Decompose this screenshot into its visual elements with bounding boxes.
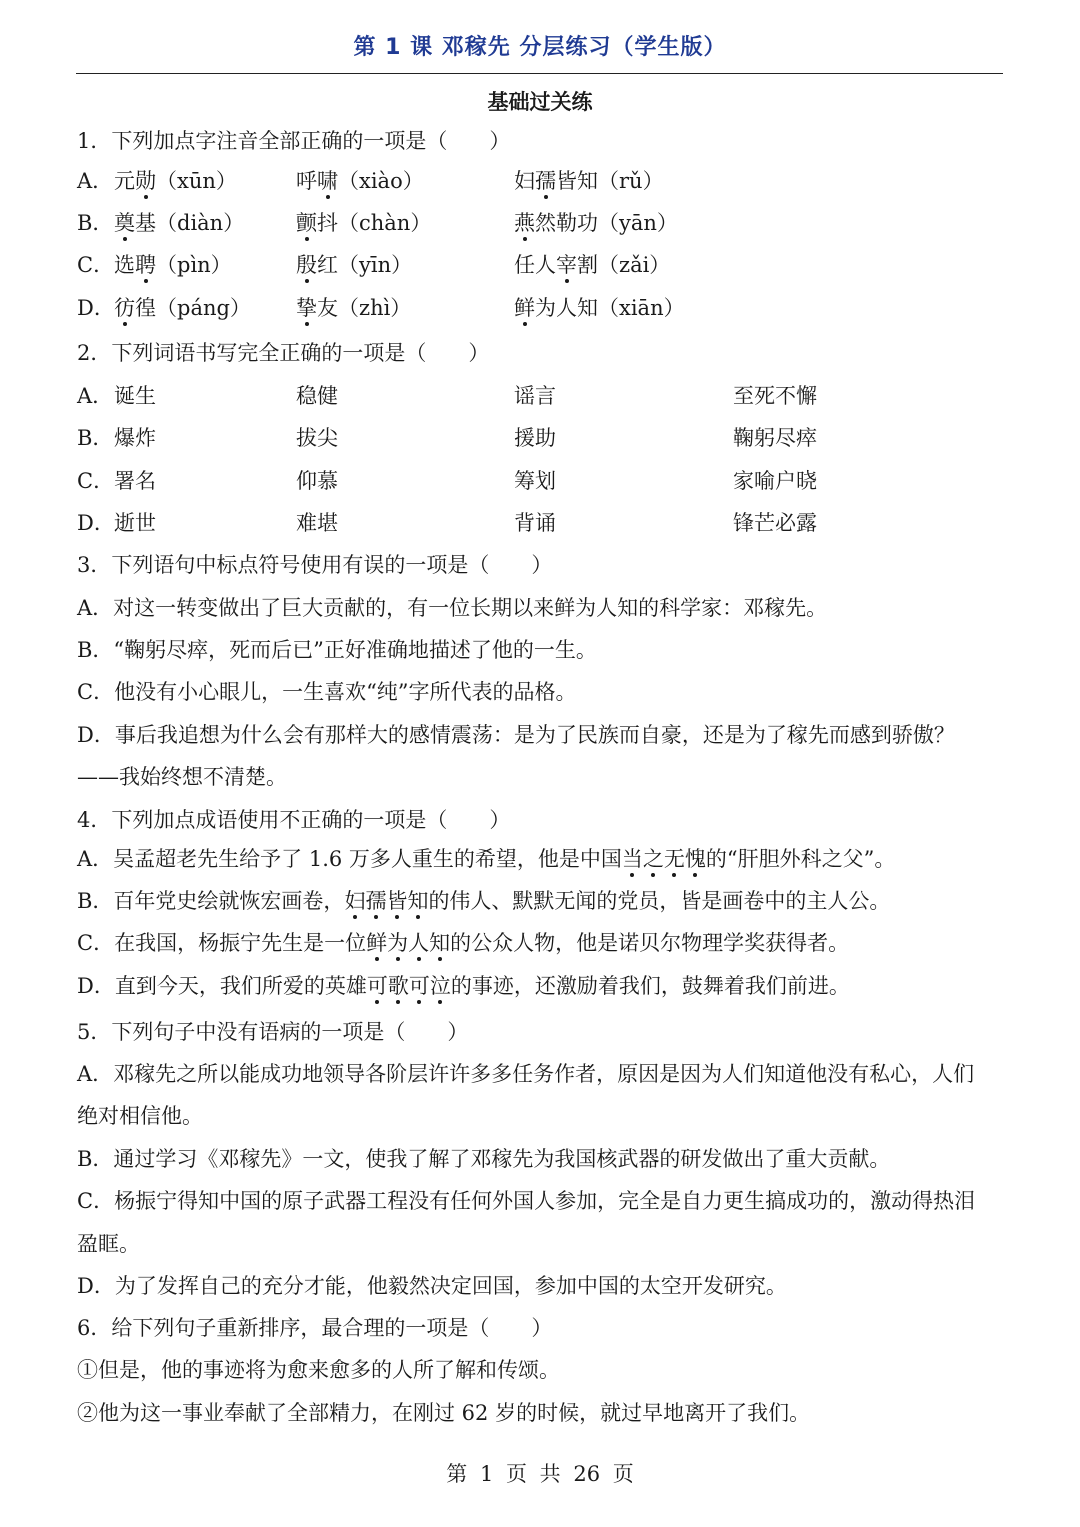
word-item: 鞠躬尽瘁 <box>733 426 817 450</box>
page-number: 第 1 页 共 26 页 <box>446 1462 634 1486</box>
word-item: 援助 <box>514 426 556 450</box>
emphasis-char: 人 <box>408 928 429 958</box>
option-item: 燕然勒功（yān） <box>514 208 678 238</box>
option-item: 彷徨（páng） <box>114 293 251 323</box>
word-item: 署名 <box>114 469 156 493</box>
q5-option-d: D．为了发挥自己的充分才能，他毅然决定回国，参加中国的太空开发研究。 <box>77 1274 787 1298</box>
option-label: B． <box>77 426 114 450</box>
emphasis-char: 奠 <box>114 208 135 238</box>
question-1-stem: 1．下列加点字注音全部正确的一项是（ ） <box>77 129 511 153</box>
emphasis-char: 无 <box>664 844 685 874</box>
q1-option-a <box>77 166 1003 196</box>
q4-option-d: D．直到今天，我们所爱的英雄可歌可泣的事迹，还激励着我们，鼓舞着我们前进。 <box>77 971 850 1001</box>
q5-option-c-continued: 盈眶。 <box>77 1232 140 1256</box>
q5-option-c: C．杨振宁得知中国的原子武器工程没有任何外国人参加，完全是自力更生搞成功的，激动得热泪 <box>77 1189 976 1213</box>
emphasis-char: 知 <box>429 928 450 958</box>
q6-sentence-1: ①但是，他的事迹将为愈来愈多的人所了解和传颂。 <box>77 1358 560 1382</box>
q3-option-b: B．“鞠躬尽瘁，死而后已”正好准确地描述了他的一生。 <box>77 638 597 662</box>
emphasis-char: 孺 <box>535 166 556 196</box>
q5-option-a: A．邓稼先之所以能成功地领导各阶层许许多多任务作者，原因是因为人们知道他没有私心，人们 <box>77 1062 975 1086</box>
q2-option-d <box>77 508 1003 538</box>
emphasis-char: 聘 <box>135 250 156 280</box>
option-item: 呼啸（xiào） <box>296 166 424 196</box>
option-item: 选聘（pìn） <box>114 250 232 280</box>
word-item: 仰慕 <box>296 469 338 493</box>
word-item: 拔尖 <box>296 426 338 450</box>
q2-option-a <box>77 381 1003 411</box>
q4-option-b: B．百年党史绘就恢宏画卷，妇孺皆知的伟人、默默无闻的党员，皆是画卷中的主人公。 <box>77 886 890 916</box>
emphasis-char: 孺 <box>365 886 386 916</box>
q2-option-c <box>77 466 1003 496</box>
option-item: 颤抖（chàn） <box>296 208 431 238</box>
emphasis-char: 皆 <box>386 886 407 916</box>
question-3-stem: 3．下列语句中标点符号使用有误的一项是（ ） <box>77 553 553 577</box>
q2-option-b <box>77 423 1003 453</box>
emphasis-char: 燕 <box>514 208 535 238</box>
header-divider <box>76 73 1003 74</box>
question-2-stem: 2．下列词语书写完全正确的一项是（ ） <box>77 341 490 365</box>
emphasis-char: 宰 <box>556 250 577 280</box>
word-item: 背诵 <box>514 511 556 535</box>
emphasized-idiom <box>622 847 706 871</box>
option-item: 鲜为人知（xiān） <box>514 293 685 323</box>
q4-option-c: C．在我国，杨振宁先生是一位鲜为人知的公众人物，他是诺贝尔物理学奖获得者。 <box>77 928 849 958</box>
option-item: 任人宰割（zǎi） <box>514 250 670 280</box>
emphasis-char: 泣 <box>430 971 451 1001</box>
emphasized-idiom <box>366 931 450 955</box>
q1-option-d <box>77 293 1003 323</box>
word-item: 稳健 <box>296 384 338 408</box>
emphasis-char: 鲜 <box>366 928 387 958</box>
q5-option-a-continued: 绝对相信他。 <box>77 1104 203 1128</box>
emphasis-char: 颤 <box>296 208 317 238</box>
emphasis-char: 勋 <box>135 166 156 196</box>
emphasized-idiom <box>367 974 451 998</box>
option-label: B． <box>77 211 114 235</box>
option-item: 妇孺皆知（rǔ） <box>514 166 664 196</box>
q5-option-b: B．通过学习《邓稼先》一文，使我了解了邓稼先为我国核武器的研发做出了重大贡献。 <box>77 1147 891 1171</box>
q6-sentence-2: ②他为这一事业奉献了全部精力，在刚过 62 岁的时候，就过早地离开了我们。 <box>77 1401 811 1425</box>
emphasis-char: 挚 <box>296 293 317 323</box>
emphasis-char: 歌 <box>388 971 409 1001</box>
q3-option-d-continued: ——我始终想不清楚。 <box>77 765 287 789</box>
emphasis-char: 当 <box>622 844 643 874</box>
q3-option-c: C．他没有小心眼儿，一生喜欢“纯”字所代表的品格。 <box>77 680 577 704</box>
word-item: 锋芒必露 <box>733 511 817 535</box>
emphasis-char: 彷 <box>114 293 135 323</box>
option-item: 奠基（diàn） <box>114 208 244 238</box>
emphasis-char: 鲜 <box>514 293 535 323</box>
emphasis-char: 妇 <box>344 886 365 916</box>
word-item: 爆炸 <box>114 426 156 450</box>
emphasis-char: 殷 <box>296 250 317 280</box>
emphasis-char: 可 <box>367 971 388 1001</box>
emphasis-char: 知 <box>407 886 428 916</box>
option-label: C． <box>77 253 115 277</box>
option-label: A． <box>77 384 114 408</box>
q1-option-c <box>77 250 1003 280</box>
option-label: D． <box>77 511 115 535</box>
q3-option-a: A．对这一转变做出了巨大贡献的，有一位长期以来鲜为人知的科学家：邓稼先。 <box>77 596 828 620</box>
page-title: 第 1 课 邓稼先 分层练习（学生版） <box>353 35 727 60</box>
section-title: 基础过关练 <box>487 90 593 114</box>
word-item: 诞生 <box>114 384 156 408</box>
word-item: 至死不懈 <box>733 384 817 408</box>
emphasis-char: 之 <box>643 844 664 874</box>
emphasis-char: 为 <box>387 928 408 958</box>
emphasis-char: 可 <box>409 971 430 1001</box>
emphasis-char: 啸 <box>317 166 338 196</box>
q1-option-b <box>77 208 1003 238</box>
option-label: A． <box>77 169 114 193</box>
emphasized-idiom <box>344 889 428 913</box>
option-item: 挚友（zhì） <box>296 293 411 323</box>
q3-option-d: D．事后我追想为什么会有那样大的感情震荡：是为了民族而自豪，还是为了稼先而感到骄傲？ <box>77 723 955 747</box>
question-5-stem: 5．下列句子中没有语病的一项是（ ） <box>77 1020 469 1044</box>
word-item: 筹划 <box>514 469 556 493</box>
q4-option-a: A．吴孟超老先生给予了 1.6 万多人重生的希望，他是中国当之无愧的“肝胆外科之父”。 <box>77 844 895 874</box>
option-label: C． <box>77 469 115 493</box>
word-item: 家喻户晓 <box>733 469 817 493</box>
option-label: D． <box>77 296 115 320</box>
option-item: 殷红（yīn） <box>296 250 412 280</box>
option-item: 元勋（xūn） <box>114 166 237 196</box>
question-4-stem: 4．下列加点成语使用不正确的一项是（ ） <box>77 808 511 832</box>
word-item: 难堪 <box>296 511 338 535</box>
word-item: 谣言 <box>514 384 556 408</box>
emphasis-char: 愧 <box>685 844 706 874</box>
word-item: 逝世 <box>114 511 156 535</box>
question-6-stem: 6．给下列句子重新排序，最合理的一项是（ ） <box>77 1316 553 1340</box>
